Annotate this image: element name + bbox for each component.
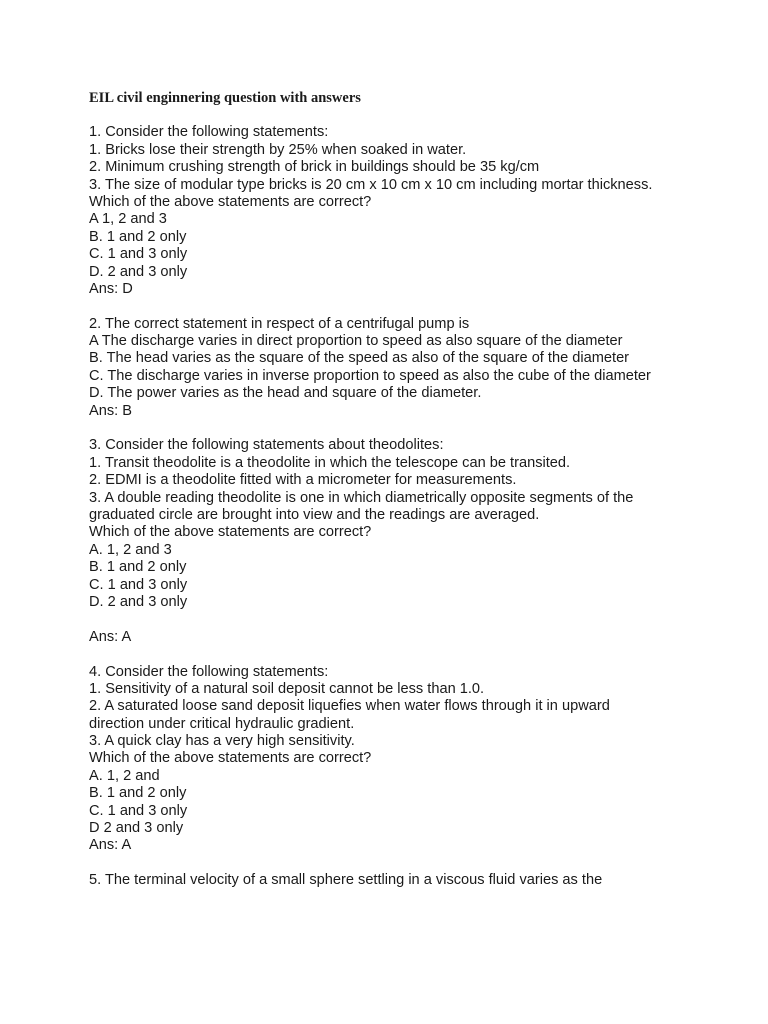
question-line: A 1, 2 and 3 — [89, 211, 167, 228]
question-line: Ans: A — [89, 837, 132, 854]
question-line: A. 1, 2 and 3 — [89, 541, 172, 558]
question-line: D. 2 and 3 only — [89, 593, 188, 610]
question-line: direction under critical hydraulic gradient. — [89, 715, 355, 732]
question-line — [89, 611, 759, 628]
spacer — [89, 646, 759, 663]
question-line: 2. EDMI is a theodolite fitted with a micrometer for measurements. — [89, 472, 517, 489]
question-line: C. The discharge varies in inverse proportion to speed as also the cube of the diameter — [89, 367, 651, 384]
question-line: 3. A double reading theodolite is one in which diametrically opposite segments of the — [89, 489, 634, 506]
question-line: Which of the above statements are correct? — [89, 524, 372, 541]
question-line: B. 1 and 2 only — [89, 785, 187, 802]
question-block — [89, 872, 759, 889]
question-line: 1. Consider the following statements: — [89, 124, 329, 141]
question-line: Ans: D — [89, 280, 133, 297]
question-block — [89, 437, 759, 646]
question-line: 2. A saturated loose sand deposit liquefies when water flows through it in upward — [89, 698, 610, 715]
question-line: 3. Consider the following statements about theodolites: — [89, 437, 444, 454]
spacer — [89, 855, 759, 872]
question-line: 5. The terminal velocity of a small sphere settling in a viscous fluid varies as the — [89, 872, 603, 889]
question-line: 3. A quick clay has a very high sensitivity. — [89, 733, 355, 750]
question-line: D. The power varies as the head and square of the diameter. — [89, 385, 482, 402]
spacer — [89, 107, 759, 124]
spacer — [89, 420, 759, 437]
question-line: Ans: B — [89, 402, 132, 419]
question-line: C. 1 and 3 only — [89, 246, 188, 263]
document-page — [89, 90, 759, 890]
question-line: 1. Bricks lose their strength by 25% when soaked in water. — [89, 141, 467, 158]
question-list — [89, 124, 759, 889]
question-line: D 2 and 3 only — [89, 820, 184, 837]
question-line: A The discharge varies in direct proportion to speed as also square of the diameter — [89, 333, 623, 350]
question-line: C. 1 and 3 only — [89, 802, 188, 819]
question-line: Which of the above statements are correct? — [89, 193, 372, 210]
question-line: Which of the above statements are correct? — [89, 750, 372, 767]
question-block — [89, 124, 759, 298]
spacer — [89, 298, 759, 315]
question-line: B. 1 and 2 only — [89, 228, 187, 245]
question-block — [89, 316, 759, 420]
question-line: 2. The correct statement in respect of a centrifugal pump is — [89, 315, 470, 332]
question-line: D. 2 and 3 only — [89, 263, 188, 280]
document-title: EIL civil enginnering question with answers — [89, 90, 361, 106]
question-block — [89, 664, 759, 855]
question-line: B. 1 and 2 only — [89, 559, 187, 576]
question-line: graduated circle are brought into view and the readings are averaged. — [89, 506, 540, 523]
question-line: 2. Minimum crushing strength of brick in buildings should be 35 kg/cm — [89, 159, 540, 176]
question-line: C. 1 and 3 only — [89, 576, 188, 593]
question-line: 4. Consider the following statements: — [89, 663, 329, 680]
question-line: Ans: A — [89, 628, 132, 645]
question-line: B. The head varies as the square of the speed as also of the square of the diameter — [89, 350, 630, 367]
question-line: 3. The size of modular type bricks is 20 cm x 10 cm x 10 cm including mortar thickness. — [89, 176, 653, 193]
question-line: A. 1, 2 and — [89, 767, 160, 784]
question-line: 1. Sensitivity of a natural soil deposit cannot be less than 1.0. — [89, 680, 485, 697]
question-line: 1. Transit theodolite is a theodolite in which the telescope can be transited. — [89, 454, 571, 471]
